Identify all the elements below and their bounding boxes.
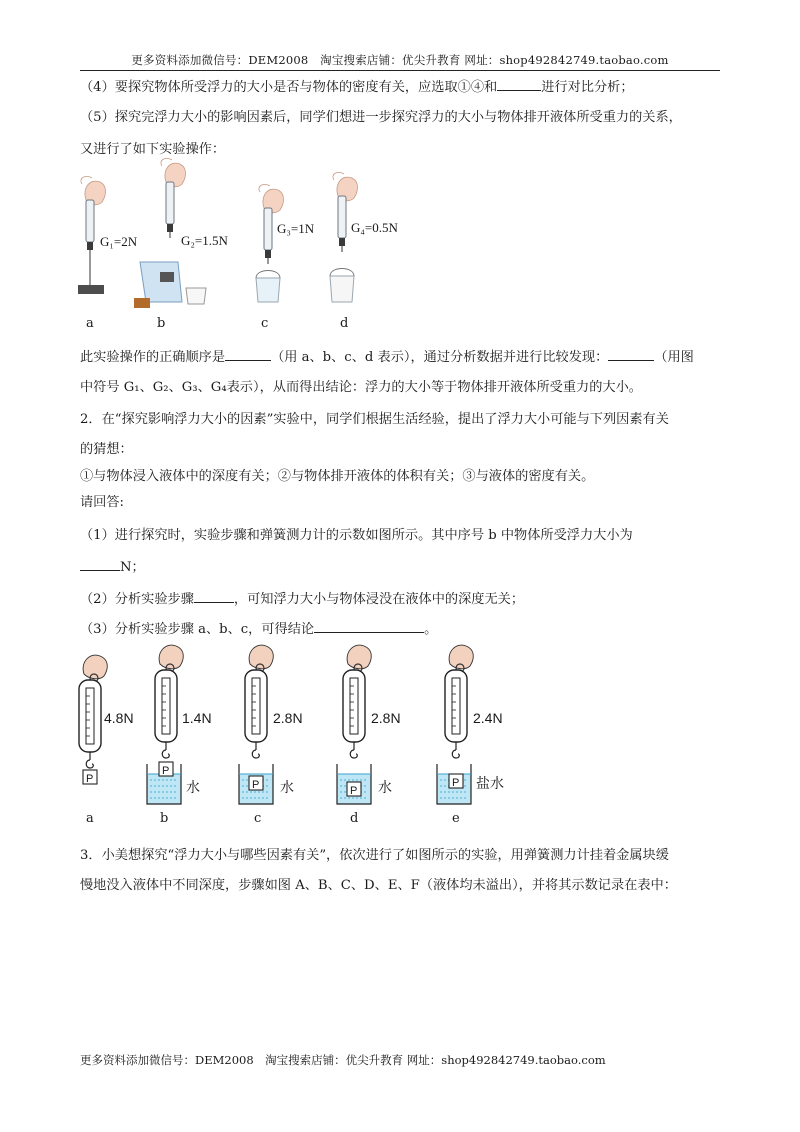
q1-order-text-b: （用 a、b、c、d 表示），通过分析数据并进行比较发现： <box>271 350 609 365</box>
label-e: e <box>452 811 460 826</box>
q2-setup-c <box>239 645 273 804</box>
reading-g4: G₄=0.5N <box>351 220 398 235</box>
q2-setup-e <box>437 645 473 804</box>
block-p-label: P <box>350 785 358 797</box>
q2-step3-text-b: 。 <box>424 622 438 637</box>
block-p-label: P <box>452 777 460 789</box>
label-d: d <box>350 811 359 826</box>
reading-g3: G₃=1N <box>277 221 315 236</box>
q1-order-text-a: 此实验操作的正确顺序是 <box>80 350 226 365</box>
q2-step3-text-a: （3）分析实验步骤 a、b、c，可得结论 <box>80 622 315 637</box>
q2-setup-d <box>337 645 371 804</box>
reading-c: 2.8N <box>273 710 303 726</box>
q2-step2-text-a: （2）分析实验步骤 <box>80 592 194 607</box>
liquid-b: 水 <box>186 780 200 796</box>
block-p-label: P <box>86 773 94 785</box>
liquid-c: 水 <box>280 780 294 796</box>
q2-ask: 请回答: <box>80 495 125 510</box>
page-footer: 更多资料添加微信号：DEM2008 淘宝搜索店铺：优尖升教育 网址：shop492842749.taobao.com <box>80 1053 606 1067</box>
label-c: c <box>261 316 269 331</box>
q2-step1-unit: N； <box>120 560 145 575</box>
reading-d: 2.8N <box>371 710 401 726</box>
reading-b: 1.4N <box>182 710 212 726</box>
q2-step1-line1: （1）进行探究时，实验步骤和弹簧测力计的示数如图所示。其中序号 b 中物体所受浮力大小为 <box>80 528 633 543</box>
reading-a: 4.8N <box>104 710 134 726</box>
q1-part5-line1: （5）探究完浮力大小的影响因素后，同学们想进一步探究浮力的大小与物体排开液体所受重力的关系， <box>80 110 682 125</box>
liquid-d: 水 <box>378 780 392 796</box>
q2-setup-b <box>147 645 183 804</box>
label-b: b <box>160 811 169 826</box>
liquid-e: 盐水 <box>476 776 504 792</box>
block-p-label: P <box>252 779 260 791</box>
q2-guesses: ①与物体浸入液体中的深度有关；②与物体排开液体的体积有关；③与液体的密度有关。 <box>80 469 595 484</box>
page-header: 更多资料添加微信号：DEM2008 淘宝搜索店铺：优尖升教育 网址：shop492842749.taobao.com <box>131 53 669 67</box>
q1-order-text-c: （用图 <box>654 350 694 365</box>
q1-order-line2: 中符号 G₁、G₂、G₃、G₄表示），从而得出结论：浮力的大小等于物体排开液体所受重力的大小。 <box>80 380 642 395</box>
q2-intro-line1: 2．在“探究影响浮力大小的因素”实验中，同学们根据生活经验，提出了浮力大小可能与下列因素有关 <box>80 412 669 427</box>
label-a: a <box>86 316 94 331</box>
block-p-label: P <box>162 765 170 777</box>
reading-e: 2.4N <box>473 710 503 726</box>
q1-part4-text-a: （4）要探究物体所受浮力的大小是否与物体的密度有关，应选取①④和 <box>80 80 498 95</box>
label-a: a <box>86 811 94 826</box>
q1-part4-text-b: 进行对比分析； <box>541 80 634 95</box>
q2-intro-line2: 的猜想： <box>80 442 133 457</box>
label-c: c <box>254 811 262 826</box>
q1-part5-line2: 又进行了如下实验操作： <box>80 142 226 157</box>
q2-step2-text-b: ，可知浮力大小与物体浸没在液体中的深度无关； <box>233 592 525 607</box>
label-b: b <box>157 316 166 331</box>
label-d: d <box>340 316 349 331</box>
reading-g1: G₁=2N <box>100 234 138 249</box>
reading-g2: G₂=1.5N <box>181 233 228 248</box>
q3-line2: 慢地没入液体中不同深度，步骤如图 A、B、C、D、E、F（液体均未溢出），并将其示数记录在表中： <box>80 878 677 893</box>
q3-line1: 3．小美想探究“浮力大小与哪些因素有关”，依次进行了如图所示的实验，用弹簧测力计挂着金属块缓 <box>80 848 669 863</box>
